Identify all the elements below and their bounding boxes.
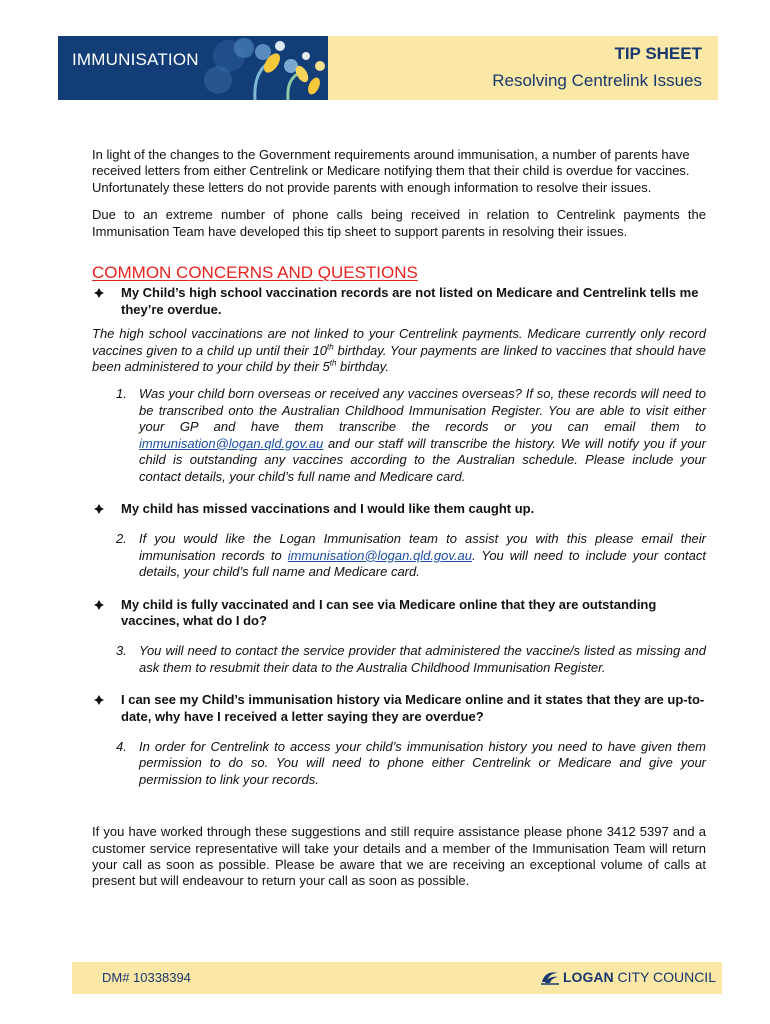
step-4	[92, 739, 706, 788]
logo-text-bold: LOGAN	[563, 969, 614, 985]
footer-bar	[72, 962, 722, 994]
logo-text-rest: CITY COUNCIL	[613, 969, 716, 985]
answer-1-part-b: birthday. Your payments are linked to vaccines that should have been administered to your child by their 5	[92, 342, 706, 375]
diamond-bullet-icon	[92, 501, 106, 517]
question-2	[92, 501, 706, 517]
question-2-text: My child has missed vaccinations and I would like them caught up.	[121, 500, 535, 516]
answer-1	[92, 326, 706, 375]
step-number: 4.	[116, 738, 127, 754]
diamond-bullet-icon	[92, 692, 106, 708]
step-3	[92, 643, 706, 676]
step-2-text-a: If you would like the Logan Immunisation team to assist you with this please email their immunisation records to	[139, 531, 706, 563]
step-1-text-b: and our staff will transcribe the history. We will notify you if your child is outstanding any vaccines according to the Australian schedule. Please include your contact details, your child’s full name and Medicare card.	[139, 435, 706, 484]
email-link[interactable]: immunisation@logan.qld.gov.au	[139, 435, 324, 451]
superscript-th: th	[327, 342, 334, 352]
question-3-text: My child is fully vaccinated and I can see via Medicare online that they are outstanding vaccines, what do I do?	[121, 596, 657, 628]
tip-sheet-label: TIP SHEET	[614, 44, 702, 63]
banner-title: IMMUNISATION	[72, 50, 199, 69]
section-heading: COMMON CONCERNS AND QUESTIONS	[92, 263, 418, 283]
answer-1-part-a: The high school vaccinations are not linked to your Centrelink payments. Medicare currently only record vaccines given to a child up until their 10	[92, 326, 706, 358]
step-2	[92, 531, 706, 580]
step-number: 2.	[116, 531, 127, 547]
question-4	[92, 692, 706, 725]
step-number: 1.	[116, 386, 127, 402]
closing-paragraph: If you have worked through these suggestions and still require assistance please phone 3412 5397 and a customer service representative will take your details and a member of the Immunisation Team will return your call as soon as possible. Please be aware that we are receiving an exceptional volume of calls at present but will endeavour to return your call as soon as possible.	[92, 824, 706, 889]
diamond-bullet-icon	[92, 285, 106, 301]
intro-paragraph-1: In light of the changes to the Government requirements around immunisation, a number of parents have received letters from either Centrelink or Medicare notifying them that their child is overdue for vaccines. Unfortunately these letters do not provide parents with enough information to resolve their issues.	[92, 147, 690, 195]
step-number: 3.	[116, 643, 127, 659]
superscript-th: th	[329, 358, 337, 368]
diamond-bullet-icon	[92, 597, 106, 613]
answer-1-part-c: birthday.	[336, 359, 389, 375]
document-subtitle: Resolving Centrelink Issues	[492, 71, 702, 90]
document-body	[92, 147, 706, 901]
step-4-text: In order for Centrelink to access your child’s immunisation history you need to have given them permission to do so. You will need to phone either Centrelink or Medicare and give your permission to link your records.	[139, 738, 706, 787]
question-3	[92, 597, 706, 630]
question-1-text: My Child’s high school vaccination records are not listed on Medicare and Centrelink tells me they’re overdue.	[121, 285, 699, 317]
email-link[interactable]: immunisation@logan.qld.gov.au	[287, 547, 472, 563]
step-2-text-b: . You will need to include your contact details, your child’s full name and Medicare card.	[139, 547, 706, 580]
question-1	[92, 285, 706, 318]
intro-paragraph-2: Due to an extreme number of phone calls being received in relation to Centrelink payments the Immunisation Team have developed this tip sheet to support parents in resolving their issues.	[92, 207, 706, 239]
step-3-text: You will need to contact the service provider that administered the vaccine/s listed as missing and ask them to resubmit their data to the Australia Childhood Immunisation Register.	[139, 643, 706, 675]
question-4-text: I can see my Child’s immunisation history via Medicare online and it states that they are up-to-date, why have I received a letter saying they are overdue?	[121, 692, 705, 724]
step-1-text-a: Was your child born overseas or received any vaccines overseas? If so, these records will need to be transcribed onto the Australian Childhood Immunisation Register. You are able to visit either your GP and have them transcribe the records or you can email them to	[139, 386, 706, 435]
logan-city-council-logo	[540, 969, 716, 987]
banner-title-panel	[58, 36, 328, 100]
header-banner	[58, 36, 718, 100]
step-1	[92, 386, 706, 484]
logan-swirl-logo-icon	[540, 969, 560, 985]
document-number: DM# 10338394	[102, 970, 191, 985]
